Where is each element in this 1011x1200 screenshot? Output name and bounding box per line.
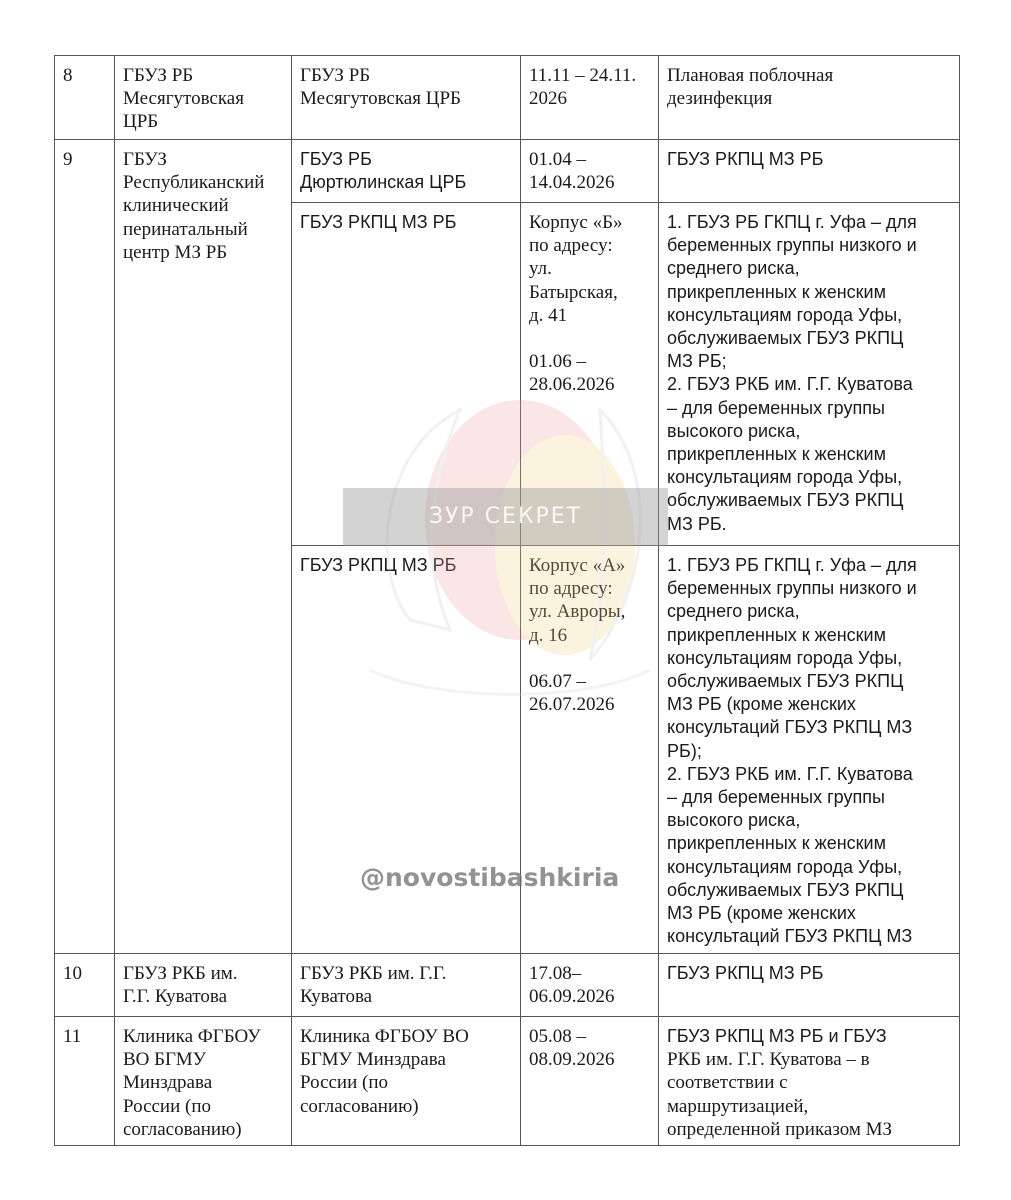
- table-row: [55, 1017, 960, 1146]
- destination-cell: 1. ГБУЗ РБ ГКПЦ г. Уфа – для беременных группы низкого и среднего риска, прикрепленных к женским консультациям города Уфы, обслуживаемых ГБУЗ РКПЦ МЗ РБ; 2. ГБУЗ РКБ им. Г.Г. Куватова – для беременных группы высокого риска, прикрепленных к женским консультациям города Уфы, обслуживаемых ГБУЗ РКПЦ МЗ РБ.: [659, 203, 960, 546]
- substitute-cell: ГБУЗ РКПЦ МЗ РБ: [292, 546, 521, 954]
- row-number: 8: [55, 56, 115, 140]
- substitute-cell: ГБУЗ РБ Месягутовская ЦРБ: [292, 56, 521, 140]
- organization-cell: ГБУЗ РБ Месягутовская ЦРБ: [115, 56, 292, 140]
- substitute-cell: Клиника ФГБОУ ВО БГМУ Минздрава России (по согласованию): [292, 1017, 521, 1146]
- substitute-cell: ГБУЗ РКБ им. Г.Г. Куватова: [292, 954, 521, 1017]
- watermark-band: ЗУР СЕКРЕТ: [343, 488, 668, 546]
- watermark-handle: @novostibashkiria: [360, 863, 620, 892]
- destination-cell: ГБУЗ РКПЦ МЗ РБ и ГБУЗ РКБ им. Г.Г. Куватова – в соответствии с маршрутизацией, определенной приказом МЗ: [659, 1017, 960, 1146]
- substitute-cell: ГБУЗ РБ Дюртюлинская ЦРБ: [292, 140, 521, 203]
- organization-cell: ГБУЗ РКБ им. Г.Г. Куватова: [115, 954, 292, 1017]
- row-number: 11: [55, 1017, 115, 1146]
- destination-cell: Плановая поблочная дезинфекция: [659, 56, 960, 140]
- period-cell: 05.08 – 08.09.2026: [521, 1017, 659, 1146]
- destination-cell: ГБУЗ РКПЦ МЗ РБ: [659, 954, 960, 1017]
- table-row: [55, 954, 960, 1017]
- period-cell: Корпус «А» по адресу: ул. Авроры, д. 16 06.07 – 26.07.2026: [521, 546, 659, 954]
- destination-cell: 1. ГБУЗ РБ ГКПЦ г. Уфа – для беременных группы низкого и среднего риска, прикрепленных к женским консультациям города Уфы, обслуживаемых ГБУЗ РКПЦ МЗ РБ (кроме женских консультаций ГБУЗ РКПЦ МЗ РБ); 2. ГБУЗ РКБ им. Г.Г. Куватова – для беременных группы высокого риска, прикрепленных к женским консультациям города Уфы, обслуживаемых ГБУЗ РКПЦ МЗ РБ (кроме женских консультаций ГБУЗ РКПЦ МЗ: [659, 546, 960, 954]
- row-number: 10: [55, 954, 115, 1017]
- organization-cell: Клиника ФГБОУ ВО БГМУ Минздрава России (по согласованию): [115, 1017, 292, 1146]
- row-number: 9: [55, 140, 115, 954]
- table-row: [55, 56, 960, 140]
- period-cell: 01.04 – 14.04.2026: [521, 140, 659, 203]
- substitute-cell: ГБУЗ РКПЦ МЗ РБ: [292, 203, 521, 546]
- schedule-table: [54, 55, 960, 1146]
- period-cell: 17.08– 06.09.2026: [521, 954, 659, 1017]
- period-cell: 11.11 – 24.11. 2026: [521, 56, 659, 140]
- table-row: [55, 140, 960, 203]
- period-cell: Корпус «Б» по адресу: ул. Батырская, д. 41 01.06 – 28.06.2026: [521, 203, 659, 546]
- organization-cell: ГБУЗ Республиканский клинический перинатальный центр МЗ РБ: [115, 140, 292, 954]
- destination-cell: ГБУЗ РКПЦ МЗ РБ: [659, 140, 960, 203]
